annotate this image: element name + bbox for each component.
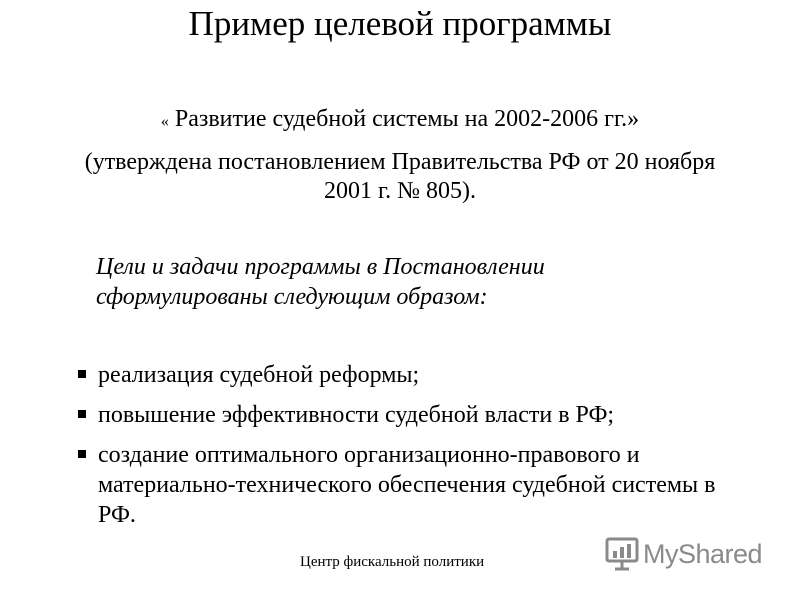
program-name-open-quote: « — [160, 113, 169, 130]
program-name — [0, 104, 800, 137]
square-bullet-icon — [78, 370, 86, 378]
list-item-text: повышение эффективности судебной власти в РФ; — [98, 402, 615, 428]
list-item — [78, 400, 718, 430]
slide-title: Пример целевой программы — [188, 4, 612, 43]
goals-intro: Цели и задачи программы в Постановлении сформулированы следующим образом: — [96, 254, 545, 310]
myshared-logo[interactable] — [605, 536, 762, 572]
square-bullet-icon — [78, 450, 86, 458]
list-item-text: реализация судебной реформы; — [98, 362, 420, 388]
list-item — [78, 440, 718, 530]
presentation-board-icon — [605, 537, 639, 571]
slide-footer: Центр фискальной политики — [300, 554, 485, 570]
program-name-text: Развитие судебной системы на 2002-2006 гг.» — [168, 106, 640, 132]
square-bullet-icon — [78, 410, 86, 418]
list-item-text: создание оптимального организационно-правового и материально-технического обеспечения судебной системы в РФ. — [98, 442, 716, 528]
approval-note: (утверждена постановлением Правительства РФ от 20 ноября 2001 г. № 805). — [84, 149, 716, 204]
logo-text: MyShared — [643, 539, 763, 569]
list-item — [78, 360, 718, 390]
bullet-list — [78, 360, 718, 540]
